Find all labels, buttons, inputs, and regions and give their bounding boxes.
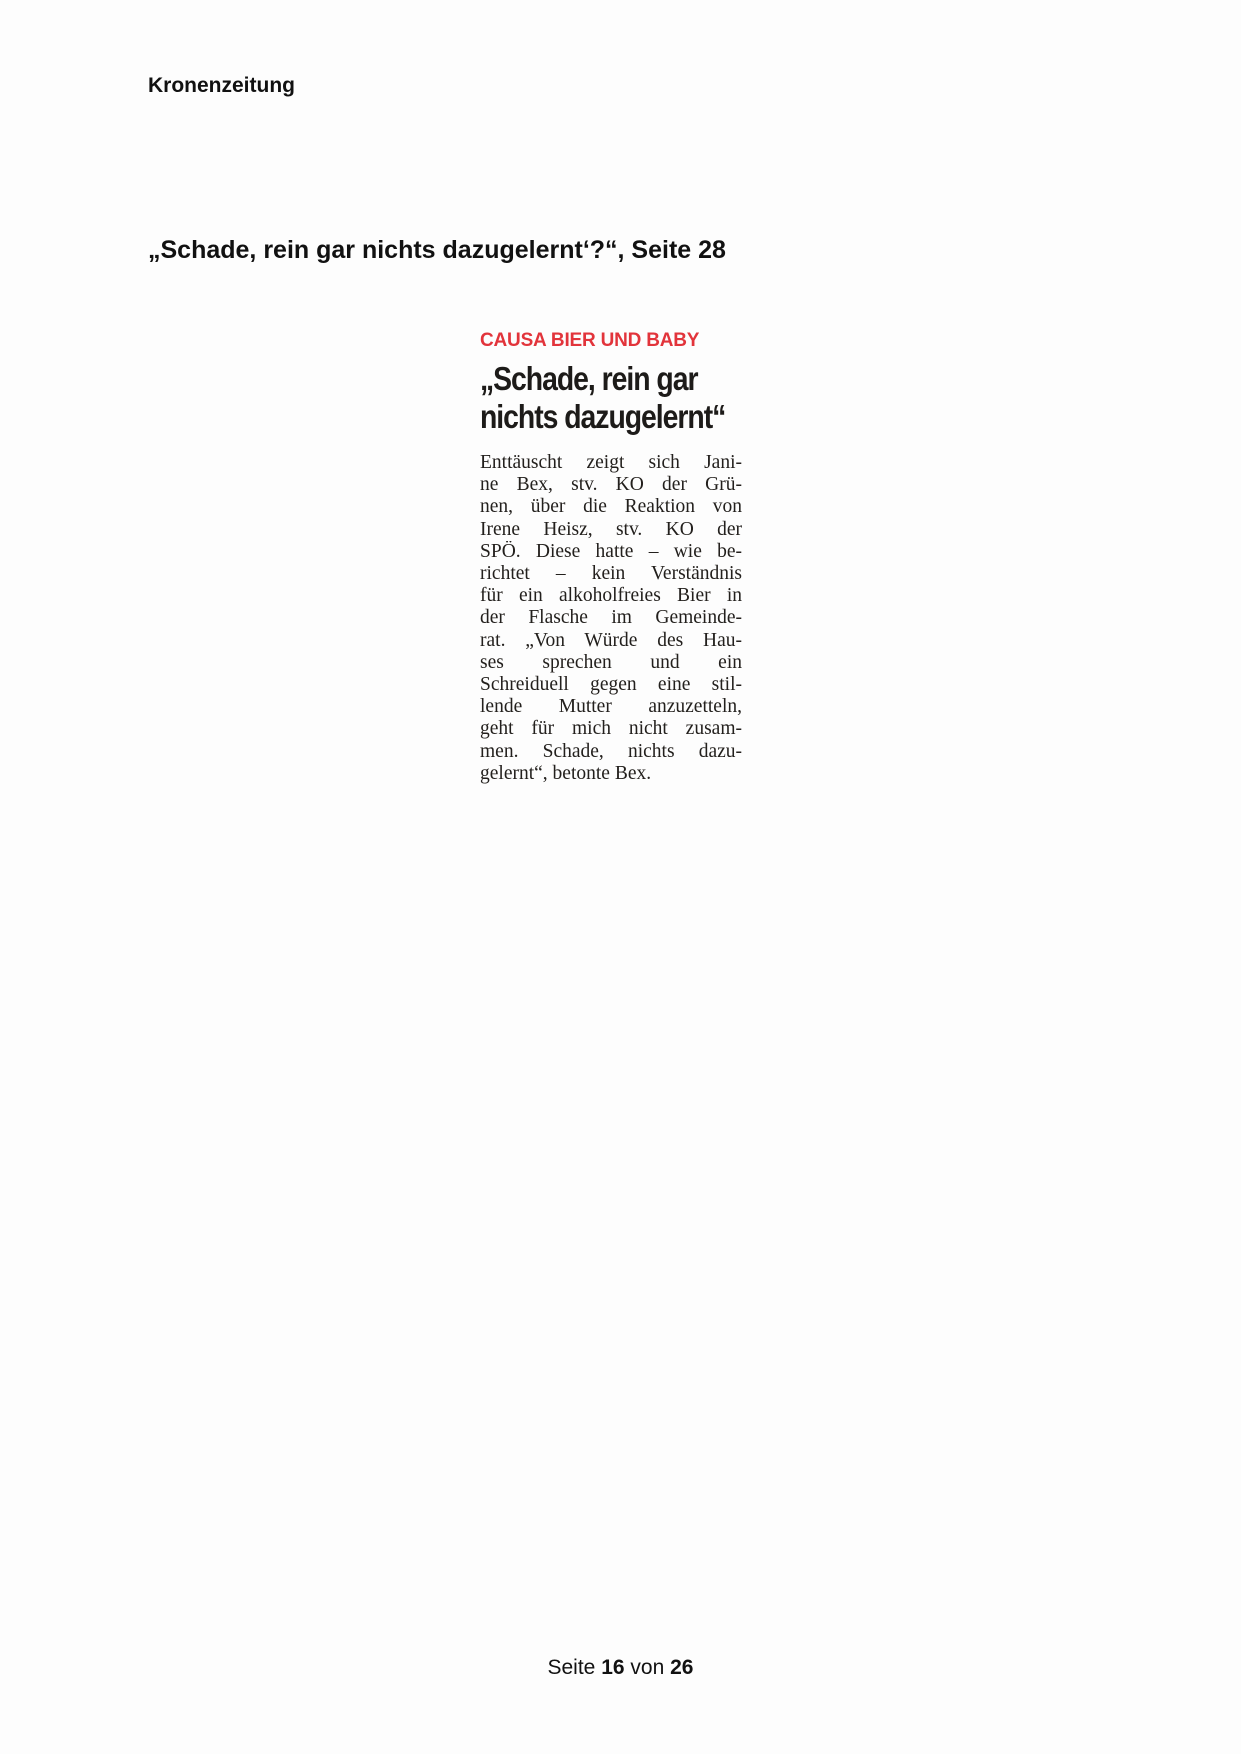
body-line: Schreiduell gegen eine stil- (480, 674, 742, 696)
body-line: ne Bex, stv. KO der Grü- (480, 474, 742, 496)
document-title: „Schade, rein gar nichts dazugelernt‘?“, Seite 28 (148, 236, 726, 264)
body-line: ses sprechen und ein (480, 651, 742, 673)
article-headline (480, 360, 742, 436)
footer-prefix: Seite (547, 1656, 596, 1679)
body-line: für ein alkoholfreies Bier in (480, 585, 742, 607)
newspaper-clipping (480, 330, 742, 785)
body-line: lende Mutter anzuzetteln, (480, 696, 742, 718)
current-page-number: 16 (601, 1656, 625, 1679)
total-page-count: 26 (670, 1656, 694, 1679)
article-kicker: CAUSA BIER UND BABY (480, 330, 700, 351)
body-line: SPÖ. Diese hatte – wie be- (480, 540, 742, 562)
body-line: der Flasche im Gemeinde- (480, 607, 742, 629)
body-line: rat. „Von Würde des Hau- (480, 629, 742, 651)
headline-line: „Schade, rein gar (480, 360, 698, 397)
body-line: Enttäuscht zeigt sich Jani- (480, 452, 742, 473)
footer-separator: von (630, 1656, 665, 1679)
page-footer (0, 1656, 1241, 1680)
body-line: richtet – kein Verständnis (480, 563, 742, 585)
headline-line: nichts dazugelernt“ (480, 398, 726, 435)
source-name: Kronenzeitung (148, 74, 295, 97)
body-line: geht für mich nicht zusam- (480, 718, 742, 740)
article-body (480, 452, 742, 785)
body-line: gelernt“, betonte Bex. (480, 762, 652, 784)
body-line: nen, über die Reaktion von (480, 496, 742, 518)
body-line: men. Schade, nichts dazu- (480, 740, 742, 762)
body-line: Irene Heisz, stv. KO der (480, 518, 742, 540)
